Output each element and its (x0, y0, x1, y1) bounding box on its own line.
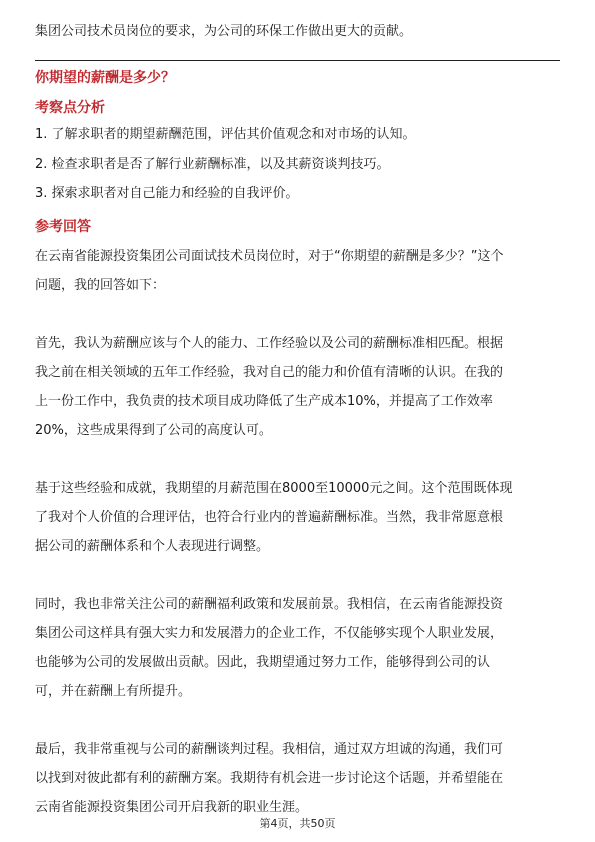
page-number: 第4页，共50页 (259, 817, 336, 830)
section-divider (35, 60, 560, 61)
answer-line: 基于这些经验和成就，我期望的月薪范围在8000至10000元之间。这个范围既体现 (35, 481, 513, 496)
answer-line: 在云南省能源投资集团公司面试技术员岗位时，对于“你期望的薪酬是多少？”这个 (35, 249, 504, 264)
analysis-heading: 考察点分析 (35, 100, 105, 116)
answer-line: 20%，这些成果得到了公司的高度认可。 (35, 423, 272, 438)
document-page (35, 0, 560, 842)
answer-line: 集团公司这样具有强大实力和发展潜力的企业工作，不仅能够实现个人职业发展， (35, 626, 504, 641)
question-title: 你期望的薪酬是多少？ (35, 70, 175, 86)
answer-paragraph (35, 242, 560, 300)
paragraph-gap (35, 445, 560, 474)
answer-line: 首先，我认为薪酬应该与个人的能力、工作经验以及公司的薪酬标准相匹配。根据 (35, 336, 504, 351)
answer-line: 云南省能源投资集团公司开启我新的职业生涯。 (35, 800, 309, 815)
continued-text: 集团公司技术员岗位的要求，为公司的环保工作做出更大的贡献。 (35, 24, 413, 39)
paragraph-gap (35, 706, 560, 735)
answer-paragraph (35, 735, 560, 822)
answer-line: 上一份工作中，我负责的技术项目成功降低了生产成本10%，并提高了工作效率 (35, 394, 493, 409)
paragraph-gap (35, 561, 560, 590)
answer-heading: 参考回答 (35, 219, 91, 235)
answer-line: 了我对个人价值的合理评估，也符合行业内的普遍薪酬标准。当然，我非常愿意根 (35, 510, 504, 525)
answer-line: 同时，我也非常关注公司的薪酬福利政策和发展前景。我相信，在云南省能源投资 (35, 597, 504, 612)
analysis-item: 2. 检查求职者是否了解行业薪酬标准，以及其薪资谈判技巧。 (35, 157, 390, 172)
analysis-item: 1. 了解求职者的期望薪酬范围，评估其价值观念和对市场的认知。 (35, 127, 416, 142)
answer-line: 问题，我的回答如下： (35, 278, 166, 293)
paragraph-gap (35, 300, 560, 329)
answer-paragraph (35, 590, 560, 706)
answer-body (35, 242, 560, 822)
analysis-item: 3. 探索求职者对自己能力和经验的自我评价。 (35, 186, 299, 201)
answer-paragraph (35, 329, 560, 445)
answer-line: 可，并在薪酬上有所提升。 (35, 684, 192, 699)
answer-line: 以找到对彼此都有利的薪酬方案。我期待有机会进一步讨论这个话题，并希望能在 (35, 771, 504, 786)
answer-line: 最后，我非常重视与公司的薪酬谈判过程。我相信，通过双方坦诚的沟通，我们可 (35, 742, 504, 757)
answer-line: 据公司的薪酬体系和个人表现进行调整。 (35, 539, 270, 554)
answer-paragraph (35, 474, 560, 561)
answer-line: 也能够为公司的发展做出贡献。因此，我期望通过努力工作，能够得到公司的认 (35, 655, 491, 670)
answer-line: 我之前在相关领域的五年工作经验，我对自己的能力和价值有清晰的认识。在我的 (35, 365, 504, 380)
